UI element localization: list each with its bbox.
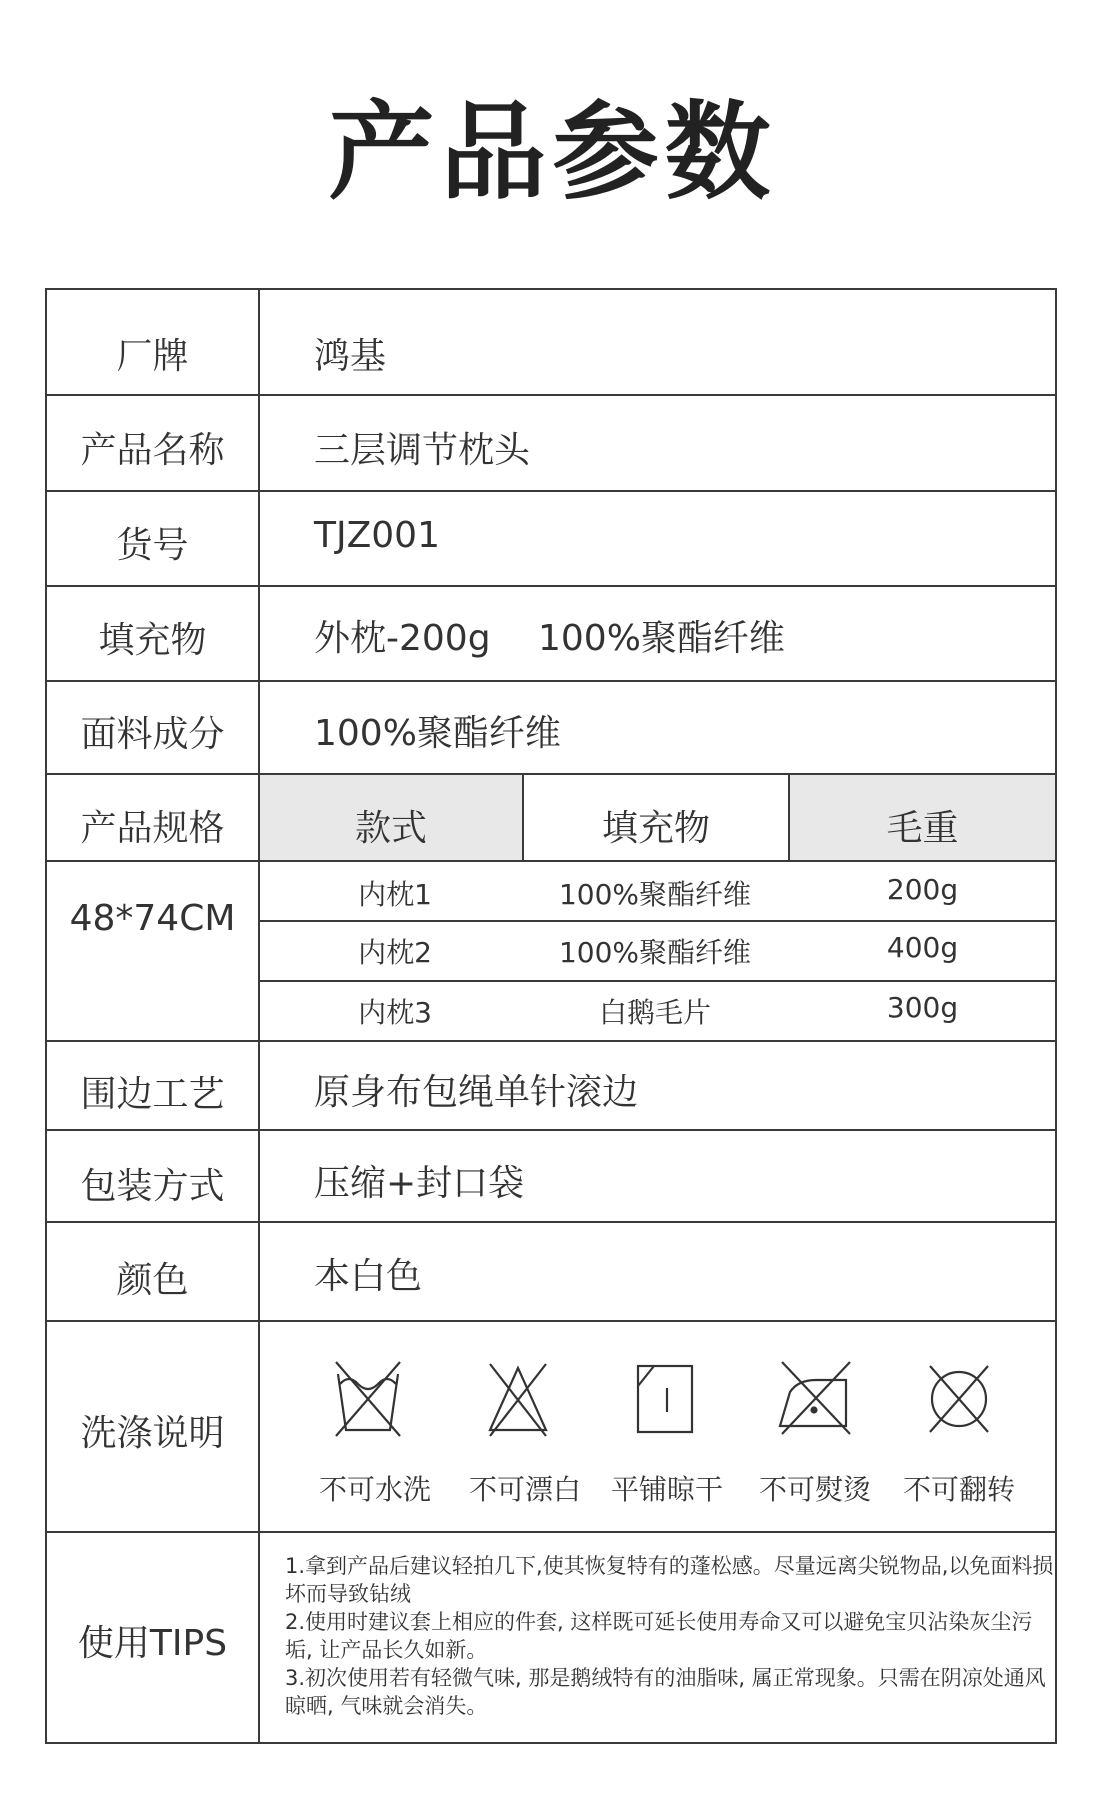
label-product-name: 产品名称: [80, 430, 225, 471]
spec-header-filling: 填充物: [601, 808, 710, 849]
label-brand: 厂牌: [116, 336, 189, 377]
spec-item-weight: 300g: [886, 991, 959, 1024]
label-tips: 使用TIPS: [77, 1623, 228, 1664]
tips-text: [285, 1552, 1055, 1720]
spec-header-style: 款式: [354, 808, 427, 849]
page-title: 产品参数: [328, 91, 777, 214]
spec-item-fill: 100%聚酯纤维: [558, 936, 752, 969]
spec-item-style: 内枕2: [358, 936, 432, 969]
value-fabric: 100%聚酯纤维: [314, 713, 561, 754]
label-spec: 产品规格: [80, 808, 225, 849]
no-wash-icon: [334, 1360, 402, 1438]
spec-item-fill: 100%聚酯纤维: [558, 878, 752, 911]
label-filling: 填充物: [98, 620, 207, 661]
dry-flat-icon: [634, 1360, 698, 1438]
wash-label-no-bleach: 不可漂白: [468, 1473, 581, 1506]
wash-label-no-iron: 不可熨烫: [758, 1473, 871, 1506]
spec-item-weight: 400g: [886, 931, 959, 964]
no-iron-icon: [776, 1356, 854, 1438]
spec-item-style: 内枕1: [358, 878, 432, 911]
label-washing: 洗涤说明: [80, 1413, 225, 1454]
spec-size: 48*74CM: [69, 898, 236, 939]
tip-line: 3.初次使用若有轻微气味, 那是鹅绒特有的油脂味, 属正常现象。只需在阴凉处通风晾晒, 气味就会消失。: [285, 1666, 1046, 1718]
label-packing: 包装方式: [80, 1166, 225, 1207]
value-brand: 鸿基: [314, 336, 387, 377]
label-color: 颜色: [116, 1260, 189, 1301]
value-edge: 原身布包绳单针滚边: [314, 1072, 639, 1113]
tip-line: 1.拿到产品后建议轻拍几下,使其恢复特有的蓬松感。尽量远离尖锐物品,以免面料损坏而导致钻绒: [285, 1554, 1054, 1606]
no-tumble-dry-icon: [924, 1360, 994, 1438]
value-filling-weight: 外枕-200g: [314, 618, 491, 659]
wash-label-no-tumble: 不可翻转: [902, 1473, 1015, 1506]
no-bleach-icon: [484, 1360, 552, 1438]
spec-item-fill: 白鹅毛片: [598, 996, 711, 1029]
spec-item-style: 内枕3: [358, 996, 432, 1029]
label-edge: 围边工艺: [80, 1074, 225, 1115]
value-packing: 压缩+封口袋: [314, 1163, 525, 1204]
value-filling-material: 100%聚酯纤维: [538, 618, 785, 659]
tip-line: 2.使用时建议套上相应的件套, 这样既可延长使用寿命又可以避免宝贝沾染灰尘污垢, 让产品长久如新。: [285, 1610, 1033, 1662]
wash-label-dry-flat: 平铺晾干: [610, 1473, 723, 1506]
label-fabric: 面料成分: [80, 714, 225, 755]
value-sku: TJZ001: [314, 515, 440, 556]
value-color: 本白色: [314, 1256, 423, 1297]
wash-label-no-wash: 不可水洗: [318, 1473, 431, 1506]
value-product-name: 三层调节枕头: [314, 430, 531, 471]
spec-header-weight: 毛重: [886, 808, 959, 849]
spec-item-weight: 200g: [886, 873, 959, 906]
label-sku: 货号: [116, 525, 189, 566]
